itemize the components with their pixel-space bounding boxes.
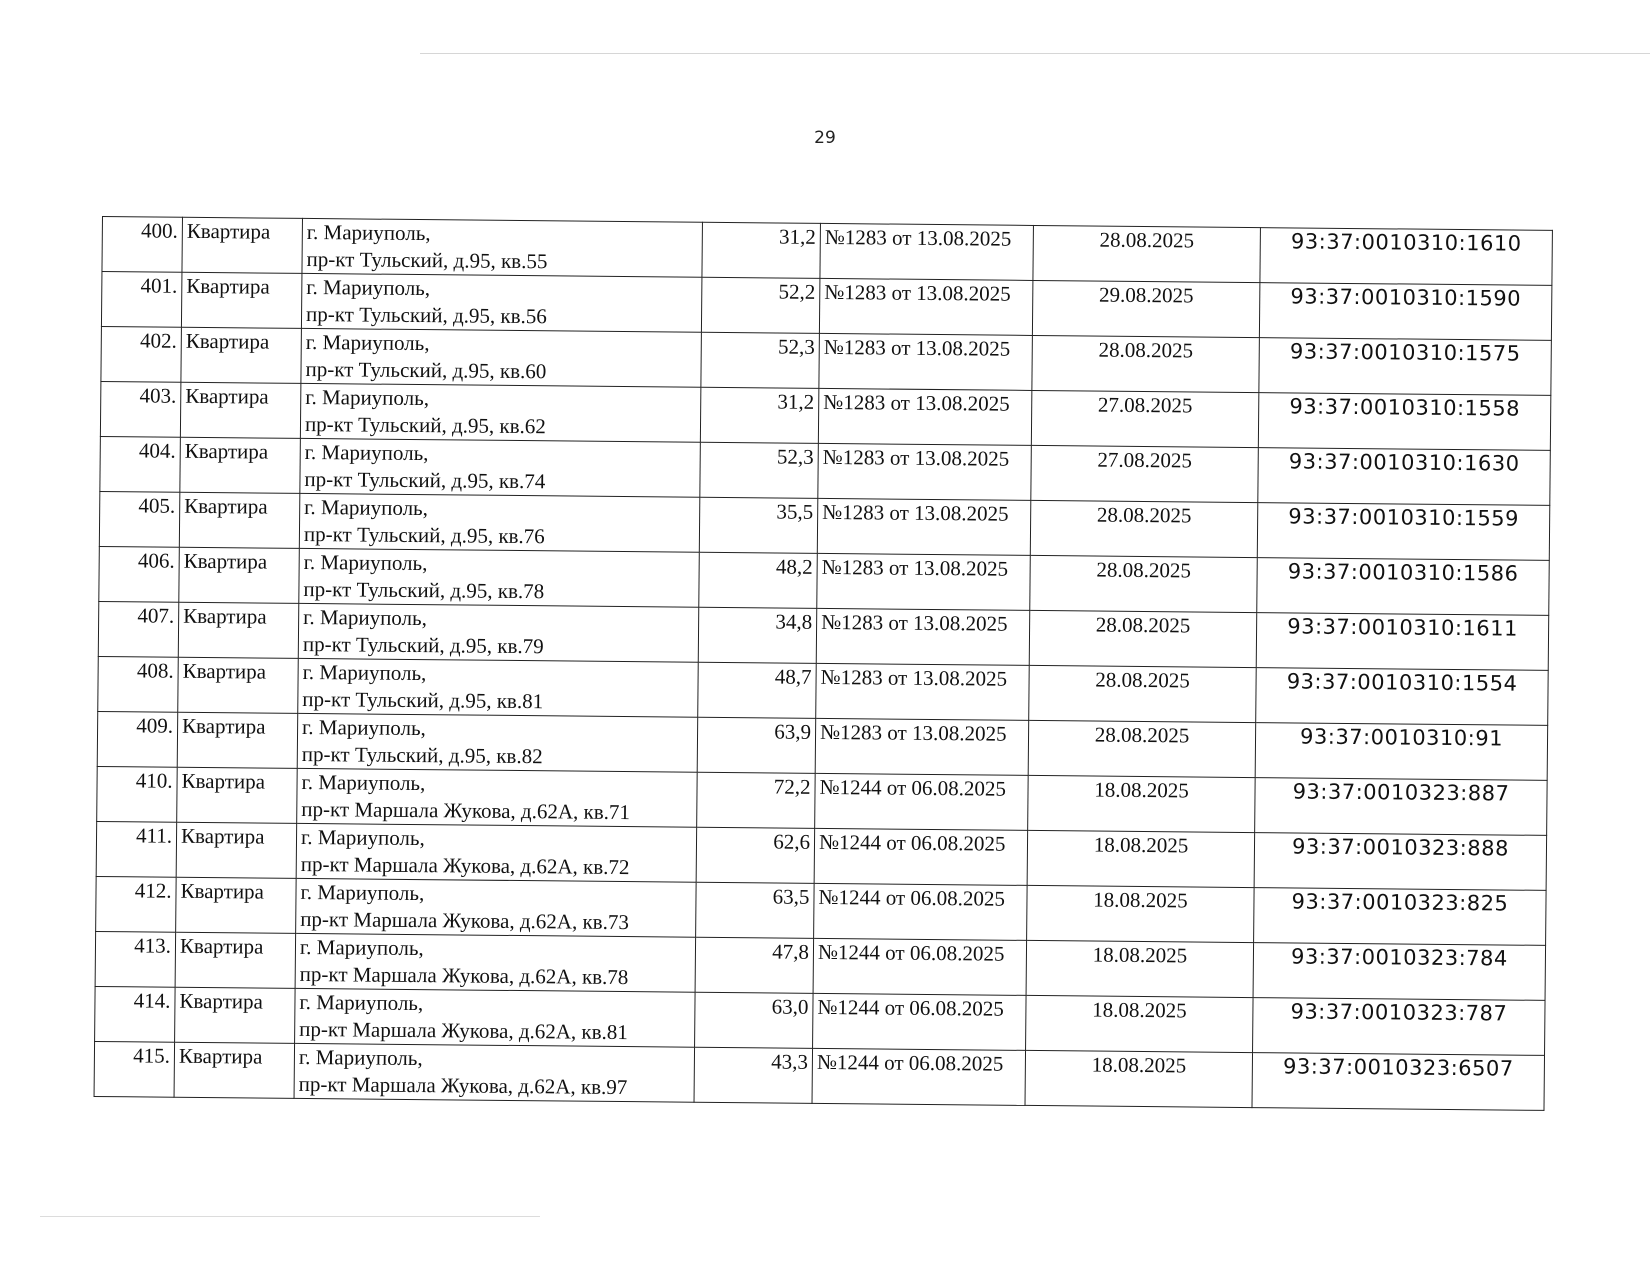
address-city: г. Мариуполь, [306,219,431,246]
date-cell [1029,665,1257,722]
row-number: 405. [138,493,176,518]
order-cell [815,718,1029,775]
address-city: г. Мариуполь, [300,824,425,851]
object-type: Квартира [178,1043,263,1069]
area-value: 72,2 [773,774,811,799]
cadastral-number: 93:37:0010310:1610 [1290,229,1522,256]
object-type-cell [177,767,298,823]
cadastral-number: 93:37:0010310:91 [1299,724,1504,751]
row-number-cell [102,217,183,273]
row-number-cell [101,272,182,328]
object-type-cell [175,987,296,1043]
cadastral-number: 93:37:0010323:784 [1290,944,1508,971]
order-cell [812,1048,1026,1105]
date-cell [1030,555,1258,612]
registration-date: 29.08.2025 [1098,282,1194,308]
order-reference: №1283 от 13.08.2025 [821,554,1009,581]
row-number-cell [98,601,179,657]
registration-date: 18.08.2025 [1092,942,1188,968]
object-type: Квартира [184,438,269,464]
order-cell [819,333,1033,390]
cadastral-cell [1253,943,1546,1001]
date-cell [1027,885,1255,942]
order-reference: №1244 от 06.08.2025 [817,994,1004,1021]
order-reference: №1283 от 13.08.2025 [820,664,1008,691]
row-number-cell [96,876,177,932]
registration-date: 18.08.2025 [1092,997,1187,1023]
area-value: 34,8 [775,609,813,634]
registration-date: 27.08.2025 [1097,392,1193,418]
order-reference: №1283 от 13.08.2025 [824,279,1011,306]
area-cell [698,607,817,663]
order-reference: №1244 от 06.08.2025 [817,939,1005,966]
order-cell [818,443,1032,500]
registration-date: 18.08.2025 [1094,777,1189,803]
date-cell [1026,940,1254,997]
area-value: 35,5 [776,499,814,524]
object-type-cell [182,217,303,273]
date-cell [1030,500,1258,557]
object-type: Квартира [186,218,271,244]
address-street: пр-кт Маршала Жукова, д.62А, кв.73 [300,906,630,935]
order-reference: №1283 от 13.08.2025 [823,334,1011,361]
area-cell [696,827,815,883]
row-number: 414. [133,988,171,1013]
object-type-cell [181,327,302,383]
object-type: Квартира [182,658,267,684]
cadastral-number: 93:37:0010323:825 [1291,889,1509,916]
object-type-cell [180,382,301,438]
order-reference: №1283 от 13.08.2025 [821,609,1008,636]
order-cell [817,498,1031,555]
address-street: пр-кт Тульский, д.95, кв.60 [305,356,547,384]
area-cell [696,882,815,938]
date-cell [1031,390,1259,447]
cadastral-number: 93:37:0010323:787 [1290,999,1508,1026]
area-cell [697,772,816,828]
area-value: 52,3 [776,444,814,469]
date-cell [1028,720,1256,777]
address-city: г. Мариуполь, [301,769,426,796]
address-cell [297,768,698,827]
object-type: Квартира [181,768,266,794]
address-city: г. Мариуполь, [305,384,430,411]
area-value: 63,0 [771,994,809,1019]
object-type: Квартира [185,383,269,409]
cadastral-number: 93:37:0010310:1575 [1289,339,1521,366]
address-street: пр-кт Маршала Жукова, д.62А, кв.97 [298,1071,628,1100]
address-city: г. Мариуполь, [306,274,431,301]
cadastral-cell [1259,283,1552,341]
address-cell [294,1043,695,1102]
object-type: Квартира [185,328,270,354]
object-type-cell [181,272,302,328]
order-cell [816,663,1030,720]
property-register-table [94,216,1553,1111]
scan-edge-line-top [420,53,1650,54]
address-street: пр-кт Тульский, д.95, кв.81 [302,686,544,714]
page-number: 29 [814,128,836,148]
order-cell [813,993,1027,1050]
address-street: пр-кт Маршала Жукова, д.62А, кв.78 [299,961,629,990]
registration-date: 28.08.2025 [1096,502,1192,528]
property-table-container [94,216,1554,1111]
address-street: пр-кт Тульский, д.95, кв.78 [303,576,545,604]
address-cell [298,658,699,717]
cadastral-cell [1254,888,1547,946]
cadastral-number: 93:37:0010310:1590 [1290,284,1522,311]
address-cell [302,218,703,277]
object-type: Квартира [183,548,268,574]
area-value: 48,7 [774,664,812,689]
row-number: 402. [139,328,177,353]
order-reference: №1283 от 13.08.2025 [823,389,1010,416]
address-street: пр-кт Маршала Жукова, д.62А, кв.71 [301,796,631,825]
date-cell [1025,1050,1253,1107]
address-city: г. Мариуполь, [303,604,428,631]
order-reference: №1283 от 13.08.2025 [819,719,1007,746]
object-type: Квартира [180,823,265,849]
cadastral-cell [1252,1053,1545,1111]
area-cell [697,717,816,773]
area-cell [695,937,814,993]
cadastral-number: 93:37:0010310:1586 [1287,559,1519,586]
address-city: г. Мариуполь, [298,1044,423,1071]
cadastral-cell [1258,448,1551,506]
date-cell [1028,775,1256,832]
cadastral-number: 93:37:0010310:1559 [1288,504,1520,531]
object-type-cell [180,437,301,493]
cadastral-number: 93:37:0010323:888 [1291,834,1509,861]
row-number-cell [95,986,176,1042]
row-number-cell [97,766,178,822]
order-cell [816,608,1030,665]
row-number-cell [96,821,177,877]
row-number-cell [97,711,178,767]
row-number-cell [99,546,180,602]
order-cell [817,553,1031,610]
address-street: пр-кт Маршала Жукова, д.62А, кв.81 [299,1016,628,1045]
row-number: 401. [140,273,178,298]
row-number: 404. [138,438,176,463]
area-value: 63,9 [774,719,812,744]
order-cell [813,938,1027,995]
area-value: 31,2 [778,224,816,249]
order-reference: №1244 от 06.08.2025 [818,884,1006,911]
registration-date: 28.08.2025 [1096,557,1192,583]
row-number: 408. [136,658,174,683]
cadastral-cell [1258,393,1551,451]
registration-date: 28.08.2025 [1098,337,1194,363]
area-cell [694,1047,813,1103]
address-street: пр-кт Тульский, д.95, кв.56 [305,301,547,329]
order-reference: №1244 от 06.08.2025 [818,829,1006,856]
area-value: 63,5 [772,884,810,909]
object-type-cell [176,877,297,933]
order-reference: №1283 от 13.08.2025 [822,444,1010,471]
registration-date: 27.08.2025 [1097,447,1193,473]
date-cell [1029,610,1257,667]
address-cell [295,933,696,992]
area-value: 52,2 [778,279,816,304]
registration-date: 28.08.2025 [1095,667,1190,693]
date-cell [1033,225,1261,282]
registration-date: 28.08.2025 [1095,612,1191,638]
date-cell [1032,335,1260,392]
row-number: 406. [137,548,175,573]
area-cell [698,662,817,718]
address-street: пр-кт Тульский, д.95, кв.62 [304,411,546,439]
cadastral-number: 93:37:0010310:1554 [1286,669,1518,696]
date-cell [1026,995,1254,1052]
registration-date: 18.08.2025 [1091,1052,1187,1078]
area-value: 47,8 [772,939,810,964]
row-number: 409. [136,713,174,738]
object-type: Квартира [184,493,268,519]
cadastral-number: 93:37:0010323:887 [1292,779,1510,806]
address-city: г. Мариуполь, [305,329,430,356]
cadastral-cell [1255,778,1548,836]
area-value: 31,2 [777,389,815,414]
address-city: г. Мариуполь, [304,439,429,466]
cadastral-cell [1253,998,1546,1056]
area-cell [700,387,819,443]
row-number: 403. [139,383,177,408]
row-number-cell [98,656,179,712]
address-street: пр-кт Тульский, д.95, кв.82 [301,741,543,769]
object-type-cell [174,1042,295,1098]
object-type: Квартира [186,273,270,299]
row-number-cell [101,326,182,382]
area-cell [701,332,820,388]
cadastral-cell [1255,723,1548,781]
address-city: г. Мариуполь, [300,879,425,906]
address-cell [296,823,697,882]
object-type-cell [175,932,296,988]
address-cell [298,603,699,662]
row-number: 411. [135,823,173,848]
date-cell [1031,445,1259,502]
object-type-cell [177,712,298,768]
address-street: пр-кт Тульский, д.95, кв.76 [303,521,545,549]
address-street: пр-кт Тульский, д.95, кв.55 [306,246,548,274]
scan-edge-line-bottom [40,1216,540,1217]
address-cell [299,493,700,552]
row-number-cell [100,381,181,437]
cadastral-cell [1260,228,1553,286]
registration-date: 18.08.2025 [1093,832,1189,858]
cadastral-cell [1256,613,1549,671]
order-cell [814,883,1028,940]
object-type: Квартира [179,933,264,959]
address-cell [301,273,702,332]
cadastral-cell [1254,833,1547,891]
area-value: 62,6 [773,829,811,854]
registration-date: 28.08.2025 [1094,722,1190,748]
order-cell [819,278,1033,335]
address-cell [299,548,700,607]
address-city: г. Мариуполь, [304,494,429,521]
row-number: 412. [134,878,172,903]
area-cell [699,552,818,608]
address-city: г. Мариуполь, [301,714,426,741]
area-cell [702,222,821,278]
address-city: г. Мариуполь, [299,934,424,961]
order-cell [818,388,1032,445]
order-cell [814,828,1028,885]
row-number-cell [94,1041,175,1097]
order-reference: №1283 от 13.08.2025 [822,499,1009,526]
row-number: 400. [140,218,178,243]
object-type: Квартира [183,603,267,629]
cadastral-cell [1259,338,1552,396]
object-type: Квартира [181,713,266,739]
order-cell [815,773,1029,830]
area-value: 43,3 [771,1049,809,1074]
cadastral-number: 93:37:0010310:1611 [1287,614,1519,641]
area-value: 52,3 [777,334,815,359]
row-number-cell [95,931,176,987]
row-number: 413. [134,933,172,958]
address-city: г. Мариуполь, [303,549,428,576]
cadastral-number: 93:37:0010310:1630 [1288,449,1520,476]
row-number-cell [99,491,180,547]
address-cell [297,713,698,772]
date-cell [1027,830,1255,887]
area-cell [701,277,820,333]
address-street: пр-кт Маршала Жукова, д.62А, кв.72 [300,851,630,880]
address-street: пр-кт Тульский, д.95, кв.79 [302,631,544,659]
table-body [94,217,1552,1111]
object-type-cell [178,657,299,713]
object-type-cell [176,822,297,878]
area-cell [695,992,814,1048]
order-cell [820,223,1034,280]
row-number-cell [100,436,181,492]
address-cell [300,383,701,442]
object-type-cell [178,602,299,658]
address-street: пр-кт Тульский, д.95, кв.74 [304,466,546,494]
cadastral-number: 93:37:0010310:1558 [1289,394,1521,421]
order-reference: №1244 от 06.08.2025 [819,774,1007,801]
address-city: г. Мариуполь, [299,989,424,1016]
cadastral-cell [1257,558,1550,616]
date-cell [1032,280,1260,337]
address-cell [296,878,697,937]
address-cell [300,438,701,497]
address-city: г. Мариуполь, [302,659,427,686]
registration-date: 18.08.2025 [1093,887,1188,913]
cadastral-cell [1256,668,1549,726]
address-cell [295,988,696,1047]
area-cell [700,442,819,498]
row-number: 407. [137,603,175,628]
order-reference: №1283 от 13.08.2025 [824,224,1012,251]
row-number: 410. [135,768,173,793]
address-cell [301,328,702,387]
row-number: 415. [133,1043,171,1068]
area-cell [699,497,818,553]
cadastral-number: 93:37:0010323:6507 [1282,1054,1514,1081]
area-value: 48,2 [775,554,813,579]
registration-date: 28.08.2025 [1099,227,1195,253]
object-type: Квартира [180,878,265,904]
cadastral-cell [1257,503,1550,561]
object-type: Квартира [179,988,264,1014]
object-type-cell [179,547,300,603]
order-reference: №1244 от 06.08.2025 [816,1049,1004,1076]
object-type-cell [179,492,300,548]
